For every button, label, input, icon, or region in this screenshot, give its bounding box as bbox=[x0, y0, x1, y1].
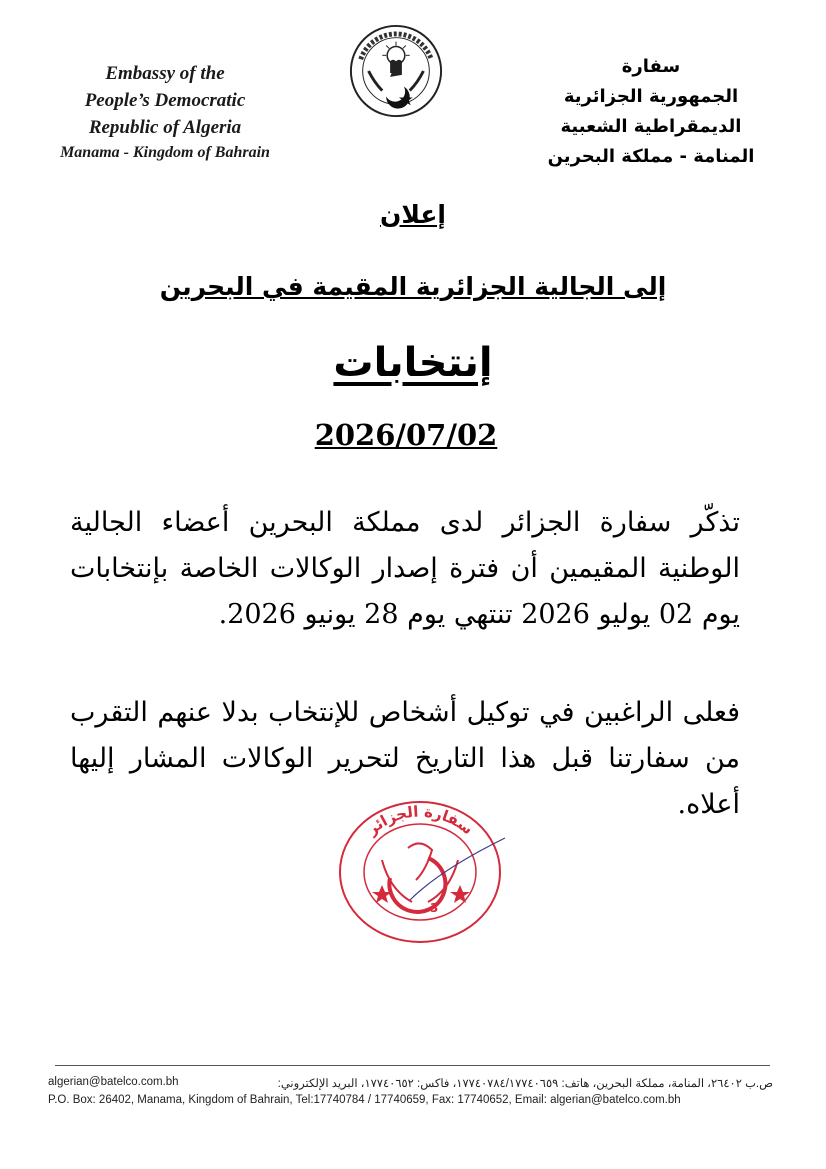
footer-email: algerian@batelco.com.bh bbox=[48, 1076, 179, 1088]
arabic-letterhead bbox=[531, 52, 771, 172]
footer-divider bbox=[55, 1065, 770, 1066]
subject-heading: إنتخابات bbox=[333, 340, 493, 386]
stamp-text: سفارة الجزائر bbox=[363, 802, 477, 839]
letterhead-line-4: Manama - Kingdom of Bahrain bbox=[60, 144, 270, 161]
ar-letterhead-line-4: المنامة - مملكة البحرين bbox=[547, 146, 755, 167]
embassy-seal-stamp-icon bbox=[320, 790, 520, 945]
footer-arabic-line bbox=[48, 1076, 773, 1090]
ar-letterhead-line-1: سفارة bbox=[621, 56, 681, 77]
body-paragraph-1: تذكّر سفارة الجزائر لدى مملكة البحرين أعضاء الجالية الوطنية المقيمين أن فترة إصدار الوكالات الخاصة بإنتخابات يوم 02 يوليو 2026 تنتهي يوم 28 يونيو 2026. bbox=[70, 507, 740, 630]
footer-arabic-contact: ص.ب ٢٦٤٠٢، المنامة، مملكة البحرين، هاتف: ١٧٧٤٠٧٨٤/١٧٧٤٠٦٥٩، فاكس: ١٧٧٤٠٦٥٢، البريد الإلكتروني: bbox=[277, 1078, 773, 1090]
english-letterhead bbox=[40, 60, 290, 165]
algeria-emblem-icon bbox=[347, 22, 445, 120]
election-date-heading bbox=[0, 418, 826, 452]
letterhead-line-1: Embassy of the bbox=[105, 63, 225, 84]
ar-letterhead-line-2: الجمهورية الجزائرية bbox=[563, 86, 739, 107]
stamp-number: 3 bbox=[430, 901, 439, 915]
ar-letterhead-line-3: الديمقراطية الشعبية bbox=[560, 116, 742, 137]
footer-english-contact: P.O. Box: 26402, Manama, Kingdom of Bahrain, Tel:17740784 / 17740659, Fax: 17740652, Email: algerian@batelco.com.bh bbox=[48, 1094, 681, 1106]
letterhead-line-3: Republic of Algeria bbox=[88, 117, 242, 138]
body-paragraph-2: فعلى الراغبين في توكيل أشخاص للإنتخاب بدلا عنهم التقرب من سفارتنا قبل هذا التاريخ لتحرير الوكالات المشار إليها أعلاه. bbox=[70, 697, 740, 820]
election-date: 2026/07/02 bbox=[314, 418, 498, 452]
svg-text:سفارة الجزائر bbox=[363, 803, 477, 839]
letterhead-line-2: People’s Democratic bbox=[84, 90, 246, 111]
audience-heading: إلى الجالية الجزائرية المقيمة في البحرين bbox=[159, 272, 667, 301]
announcement-heading: إعلان bbox=[380, 200, 446, 229]
